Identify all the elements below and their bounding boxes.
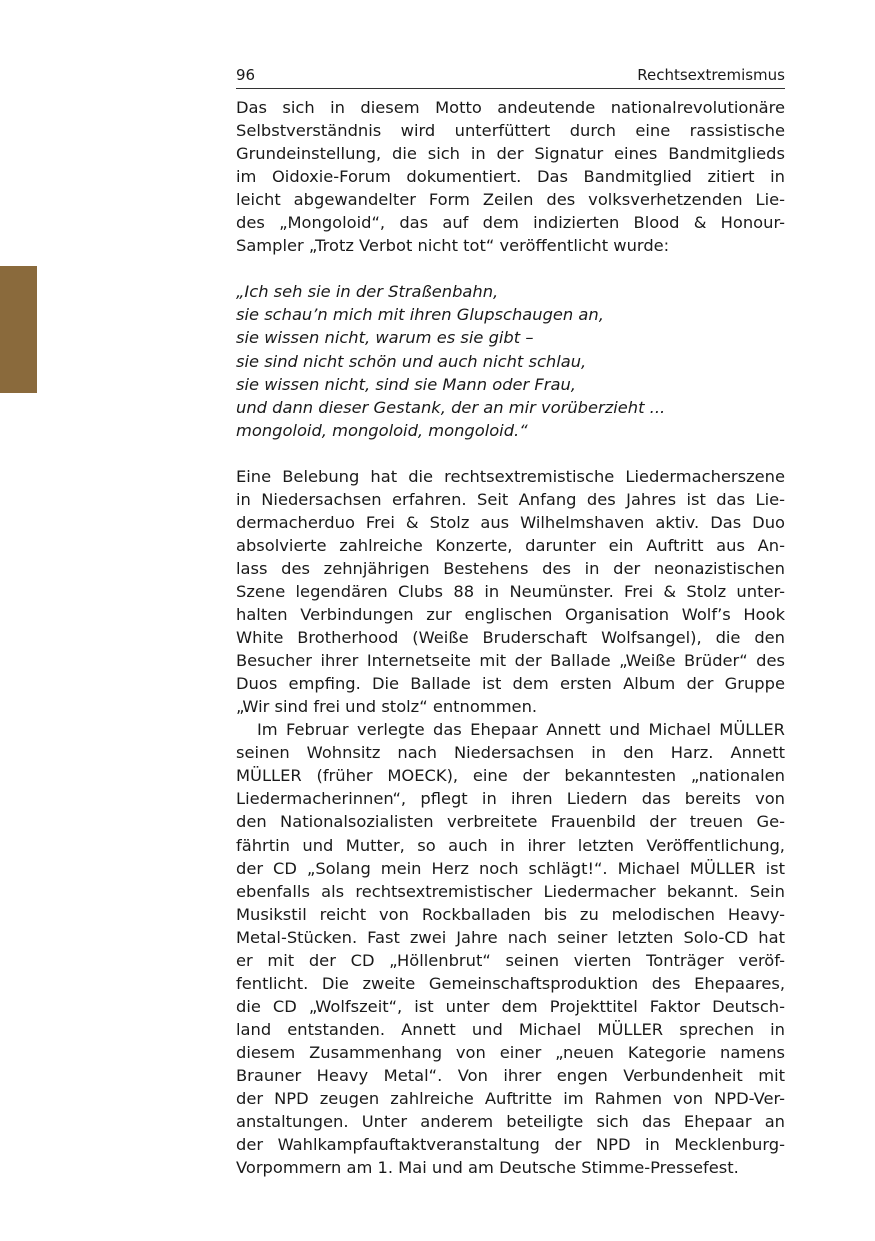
text-line: fährtin und Mutter, so auch in ihrer letzten Veröffentlichung, [236,835,785,855]
text-line: der CD „Solang mein Herz noch schlägt!“. Michael MÜLLER ist [236,858,785,878]
chapter-side-tab [0,266,37,393]
quote-line: sie sind nicht schön und auch nicht schlau, [236,351,587,371]
spacer [236,257,785,280]
paragraph-mueller [236,718,785,1179]
text-line: Grundeinstellung, die sich in der Signatur eines Bandmitglieds [236,144,785,164]
text-line: den Nationalsozialisten verbreitete Frauenbild der treuen Ge- [236,812,785,832]
text-line: ebenfalls als rechtsextremistischer Liedermacher bekannt. Sein [236,881,785,901]
text-line: der NPD zeugen zahlreiche Auftritte im Rahmen von NPD-Ver- [236,1089,785,1109]
text-line: Im Februar verlegte das Ehepaar Annett und Michael MÜLLER [257,720,785,740]
text-line: White Brotherhood (Weiße Bruderschaft Wolfsangel), die den [236,628,785,648]
song-quote [236,280,785,441]
text-line: Musikstil reicht von Rockballaden bis zu melodischen Heavy- [236,904,785,924]
text-line: Metal-Stücken. Fast zwei Jahre nach seiner letzten Solo-CD hat [236,927,785,947]
text-line: des „Mongoloid“, das auf dem indizierten Blood & Honour- [236,213,785,233]
text-line: Liedermacherinnen“, pflegt in ihren Liedern das bereits von [236,789,785,809]
text-line: MÜLLER (früher MOECK), eine der bekanntesten „nationalen [236,766,785,786]
text-line: Das sich in diesem Motto andeutende nationalrevolutionäre [236,98,785,117]
paragraph-liedermacher [236,465,785,719]
text-line: Vorpommern am 1. Mai und am Deutsche Stimme-Pressefest. [236,1158,739,1178]
text-line: Selbstverständnis wird unterfüttert durch eine rassistische [236,121,785,141]
spacer [236,442,785,465]
text-line: die CD „Wolfszeit“, ist unter dem Projekttitel Faktor Deutsch- [236,996,785,1016]
text-line: in Niedersachsen erfahren. Seit Anfang des Jahres ist das Lie- [236,489,785,509]
text-line: land entstanden. Annett und Michael MÜLLER sprechen in [236,1019,785,1039]
page-body [236,96,785,1179]
text-line: diesem Zusammenhang von einer „neuen Kategorie namens [236,1042,785,1062]
text-line: Brauner Heavy Metal“. Von ihrer engen Verbundenheit mit [236,1065,785,1085]
text-line: der Wahlkampfauftaktveranstaltung der NPD in Mecklenburg- [236,1135,785,1155]
text-line: halten Verbindungen zur englischen Organisation Wolf’s Hook [236,605,785,625]
page-header [236,66,785,89]
running-title: Rechtsextremismus [637,66,785,84]
quote-line: „Ich seh sie in der Straßenbahn, [236,282,499,302]
quote-line: sie wissen nicht, sind sie Mann oder Frau, [236,374,576,394]
text-line: „Wir sind frei und stolz“ entnommen. [236,697,538,717]
text-line: Sampler „Trotz Verbot nicht tot“ veröffentlicht wurde: [236,236,670,256]
text-line: im Oidoxie-Forum dokumentiert. Das Bandmitglied zitiert in [236,167,785,187]
text-line: dermacherduo Frei & Stolz aus Wilhelmshaven aktiv. Das Duo [236,512,785,532]
text-line: leicht abgewandelter Form Zeilen des volksverhetzenden Lie- [236,190,785,210]
text-line: er mit der CD „Höllenbrut“ seinen vierten Tonträger veröf- [236,950,785,970]
paragraph-intro [236,96,785,257]
text-line: lass des zehnjährigen Bestehens des in der neonazistischen [236,558,785,578]
quote-line: sie schau’n mich mit ihren Glupschaugen an, [236,305,604,325]
text-line: Eine Belebung hat die rechtsextremistische Liedermacherszene [236,466,785,486]
page-number: 96 [236,66,256,84]
quote-line: sie wissen nicht, warum es sie gibt – [236,328,534,348]
text-line: fentlicht. Die zweite Gemeinschaftsproduktion des Ehepaares, [236,973,785,993]
text-line: absolvierte zahlreiche Konzerte, darunter ein Auftritt aus An- [236,535,785,555]
quote-line: mongoloid, mongoloid, mongoloid.“ [236,420,528,440]
text-line: Besucher ihrer Internetseite mit der Ballade „Weiße Brüder“ des [236,651,785,671]
text-line: Duos empfing. Die Ballade ist dem ersten Album der Gruppe [236,674,785,694]
text-line: anstaltungen. Unter anderem beteiligte sich das Ehepaar an [236,1112,785,1132]
quote-line: und dann dieser Gestank, der an mir vorüberzieht ... [236,397,666,417]
text-line: Szene legendären Clubs 88 in Neumünster. Frei & Stolz unter- [236,581,785,601]
text-line: seinen Wohnsitz nach Niedersachsen in den Harz. Annett [236,743,785,763]
